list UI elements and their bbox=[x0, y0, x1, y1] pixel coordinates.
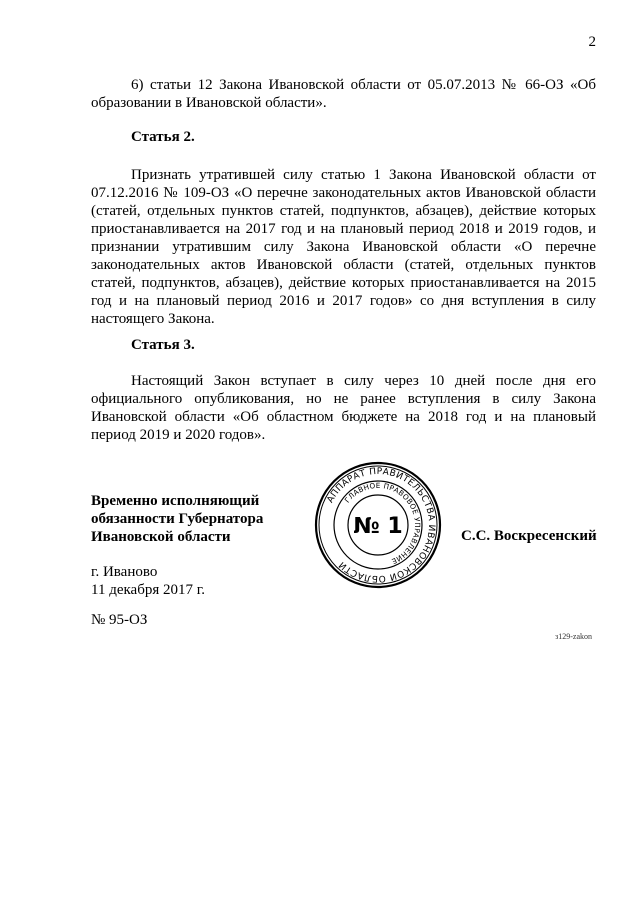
page-number: 2 bbox=[588, 34, 596, 50]
footer-code: з129-zakon bbox=[555, 632, 592, 641]
law-number: № 95-ОЗ bbox=[91, 612, 148, 628]
signatory-title-line-1: Временно исполняющий bbox=[91, 493, 260, 509]
seal-inner-textpath: ГЛАВНОЕ ПРАВОВОЕ УПРАВЛЕНИЕ bbox=[342, 480, 423, 567]
signatory-title-line-2: обязанности Губернатора bbox=[91, 511, 264, 527]
signatory-title-line-3: Ивановской области bbox=[91, 529, 231, 545]
seal-ring-textpath: АППАРАТ ПРАВИТЕЛЬСТВА ИВАНОВСКОЙ ОБЛАСТИ bbox=[325, 466, 437, 584]
place-and-date bbox=[91, 563, 205, 599]
article-2-heading: Статья 2. bbox=[131, 129, 195, 145]
article-2-block bbox=[91, 166, 596, 328]
place-city: г. Иваново bbox=[91, 564, 158, 580]
article-3-block bbox=[91, 372, 596, 444]
item-6-block bbox=[91, 76, 596, 112]
place-date: 11 декабря 2017 г. bbox=[91, 582, 205, 598]
signatory-title bbox=[91, 492, 263, 546]
item-6-text: 6) статьи 12 Закона Ивановской области от 05.07.2013 № 66-ОЗ «Об образовании в Ивановской области». bbox=[91, 77, 596, 111]
article-3-text: Настоящий Закон вступает в силу через 10 дней после дня его официального опубликования, но не ранее вступления в силу Закона Ивановской области «Об областном бюджете на 2018 год и на плановый период 2019 и 2020 годов». bbox=[91, 373, 596, 443]
seal-number: № 1 bbox=[353, 514, 403, 539]
article-3-heading: Статья 3. bbox=[131, 337, 195, 353]
signatory-name: С.С. Воскресенский bbox=[461, 528, 597, 544]
official-seal bbox=[313, 460, 443, 590]
article-2-text: Признать утратившей силу статью 1 Закона Ивановской области от 07.12.2016 № 109-ОЗ «О перечне законодательных актов Ивановской области (статей, отдельных пунктов статей, подпунктов, абзацев), действие которых приостанавливается на 2017 год и на плановый период 2018 и 2019 годов, и признании утратившим силу Закона Ивановской области «О перечне законодательных актов Ивановской области (статей, отдельных пунктов статей, подпунктов, абзацев), действие которых приостанавливается на 2015 год и на плановый период 2016 и 2017 годов» со дня вступления в силу настоящего Закона. bbox=[91, 167, 596, 327]
